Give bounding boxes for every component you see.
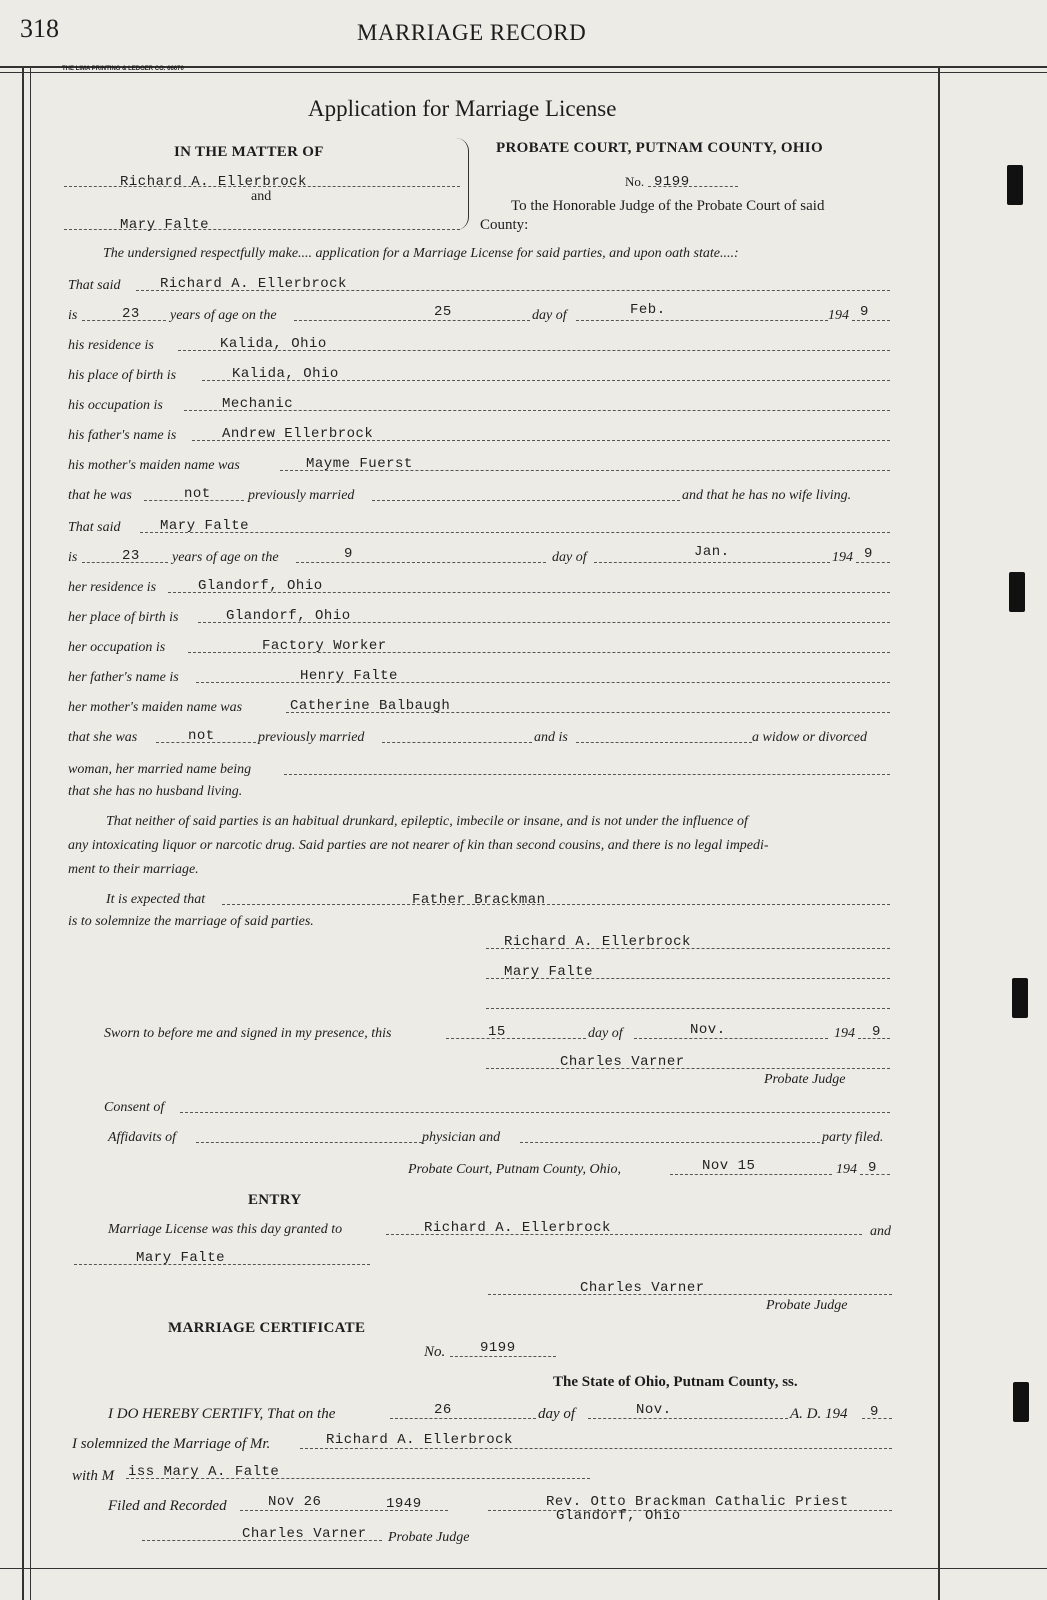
- sworn-year-suffix: 9: [872, 1024, 881, 1040]
- signature-bride: Mary Falte: [504, 964, 594, 980]
- declaration-line-3: ment to their marriage.: [68, 862, 199, 877]
- declaration-line-1: That neither of said parties is an habitual drunkard, epileptic, imbecile or insane, and is not under the influence of: [106, 814, 748, 829]
- field-line: [856, 562, 890, 563]
- certificate-filed-year: 1949: [386, 1496, 422, 1512]
- sworn-judge-title: Probate Judge: [764, 1072, 846, 1087]
- binder-tab: [1013, 1382, 1029, 1422]
- bride-mother: Catherine Balbaugh: [290, 698, 451, 714]
- bride-father-label: her father's name is: [68, 670, 179, 685]
- field-line: [634, 1038, 828, 1039]
- bride-age: 23: [122, 548, 140, 564]
- field-line: [300, 1448, 892, 1449]
- bride-married: not: [188, 728, 215, 744]
- certificate-filed-label: Filed and Recorded: [108, 1498, 227, 1514]
- bride-day: 9: [344, 546, 353, 562]
- certificate-no-label: No.: [424, 1344, 446, 1360]
- signature-line: [486, 1068, 890, 1069]
- matter-bride: Mary Falte: [120, 217, 210, 233]
- bride-mother-label: her mother's maiden name was: [68, 700, 243, 715]
- entry-heading: ENTRY: [248, 1192, 302, 1208]
- field-line: [588, 1418, 788, 1419]
- groom-married: not: [184, 486, 211, 502]
- form-title: Application for Marriage License: [308, 96, 617, 121]
- top-border-inner: [0, 72, 1047, 73]
- certificate-with-label: with M: [72, 1468, 115, 1484]
- field-line: [450, 1356, 556, 1357]
- signature-groom: Richard A. Ellerbrock: [504, 934, 691, 950]
- groom-day: 25: [434, 304, 452, 320]
- entry-judge-title: Probate Judge: [766, 1298, 848, 1313]
- court-county: County:: [480, 217, 529, 233]
- groom-residence: Kalida, Ohio: [220, 336, 327, 352]
- bride-that-said: That said: [68, 520, 121, 535]
- matter-groom: Richard A. Ellerbrock: [120, 174, 307, 190]
- field-line: [520, 1142, 820, 1143]
- court-number: 9199: [654, 174, 690, 190]
- groom-age: 23: [122, 306, 140, 322]
- certificate-number: 9199: [480, 1340, 516, 1356]
- bride-month: Jan.: [694, 544, 730, 560]
- groom-day-of: day of: [532, 308, 567, 323]
- sworn-judge: Charles Varner: [560, 1054, 685, 1070]
- groom-no-wife: and that he has no wife living.: [682, 488, 852, 503]
- certificate-day: 26: [434, 1402, 452, 1418]
- bride-is: is: [68, 550, 78, 565]
- form-right-rule: [938, 66, 940, 1600]
- intro-text: The undersigned respectfully make.... application for a Marriage License for said parties, and upon oath state....:: [103, 246, 739, 261]
- groom-married-label: that he was: [68, 488, 132, 503]
- printer-mark: THE LIMA PRINTING & LEDGER CO. 66670: [62, 66, 184, 72]
- bride-year-prefix: 194: [832, 550, 853, 565]
- brace: [456, 138, 469, 230]
- bride-widow: a widow or divorced: [752, 730, 867, 745]
- groom-occupation: Mechanic: [222, 396, 294, 412]
- solemnize-suffix: is to solemnize the marriage of said parties.: [68, 914, 314, 929]
- bottom-border: [0, 1568, 1047, 1569]
- groom-is: is: [68, 308, 78, 323]
- certificate-judge: Charles Varner: [242, 1526, 367, 1542]
- groom-father-label: his father's name is: [68, 428, 177, 443]
- certificate-month: Nov.: [636, 1402, 672, 1418]
- groom-month: Feb.: [630, 302, 666, 318]
- groom-mother-label: his mother's maiden name was: [68, 458, 240, 473]
- solemnize-officiant: Father Brackman: [412, 892, 546, 908]
- field-line: [296, 562, 546, 563]
- field-line: [222, 904, 890, 905]
- certificate-year-suffix: 9: [870, 1404, 879, 1420]
- bride-father: Henry Falte: [300, 668, 398, 684]
- groom-age-label: years of age on the: [170, 308, 277, 323]
- court-date-year-prefix: 194: [836, 1162, 857, 1177]
- groom-mother: Mayme Fuerst: [306, 456, 413, 472]
- entry-bride: Mary Falte: [136, 1250, 226, 1266]
- bride-birth-label: her place of birth is: [68, 610, 179, 625]
- sworn-day: 15: [488, 1024, 506, 1040]
- matter-heading: IN THE MATTER OF: [174, 144, 324, 160]
- bride-married-name-label: woman, her married name being: [68, 762, 252, 777]
- field-line: [670, 1174, 832, 1175]
- court-heading: PROBATE COURT, PUTNAM COUNTY, OHIO: [496, 140, 823, 156]
- binder-tab: [1009, 572, 1025, 612]
- bride-married-label: that she was: [68, 730, 138, 745]
- left-margin-rule: [22, 66, 24, 1600]
- groom-residence-label: his residence is: [68, 338, 154, 353]
- entry-and: and: [870, 1224, 891, 1239]
- entry-groom: Richard A. Ellerbrock: [424, 1220, 611, 1236]
- field-line: [594, 562, 830, 563]
- groom-father: Andrew Ellerbrock: [222, 426, 374, 442]
- binder-tab: [1012, 978, 1028, 1018]
- affidavits-party: party filed.: [822, 1130, 884, 1145]
- entry-label: Marriage License was this day granted to: [108, 1222, 343, 1237]
- certificate-day-of: day of: [538, 1406, 576, 1422]
- solemnize-label: It is expected that: [106, 892, 206, 907]
- field-line: [390, 1418, 536, 1419]
- certificate-certify-label: I DO HEREBY CERTIFY, That on the: [108, 1406, 336, 1422]
- certificate-priest: Rev. Otto Brackman Cathalic Priest: [546, 1494, 849, 1510]
- field-line: [180, 1112, 890, 1113]
- certificate-filed-date: Nov 26: [268, 1494, 322, 1510]
- groom-that-said: That said: [68, 278, 121, 293]
- certificate-groom: Richard A. Ellerbrock: [326, 1432, 513, 1448]
- bride-occupation: Factory Worker: [262, 638, 387, 654]
- sworn-day-of: day of: [588, 1026, 623, 1041]
- sworn-year-prefix: 194: [834, 1026, 855, 1041]
- groom-birth: Kalida, Ohio: [232, 366, 339, 382]
- certificate-ad: A. D. 194: [790, 1406, 848, 1422]
- field-line: [852, 320, 890, 321]
- bride-day-of: day of: [552, 550, 587, 565]
- binder-tab: [1007, 165, 1023, 205]
- bride-occupation-label: her occupation is: [68, 640, 166, 655]
- field-line: [576, 320, 828, 321]
- court-date-label: Probate Court, Putnam County, Ohio,: [408, 1162, 621, 1177]
- bride-age-label: years of age on the: [172, 550, 279, 565]
- certificate-heading: MARRIAGE CERTIFICATE: [168, 1320, 366, 1336]
- groom-birth-label: his place of birth is: [68, 368, 177, 383]
- matter-and: and: [251, 189, 272, 204]
- bride-married-suffix: previously married: [258, 730, 365, 745]
- field-line: [446, 1038, 586, 1039]
- bride-and-is: and is: [534, 730, 568, 745]
- page-number: 318: [20, 14, 59, 43]
- entry-judge: Charles Varner: [580, 1280, 705, 1296]
- bride-residence: Glandorf, Ohio: [198, 578, 323, 594]
- field-line: [196, 1142, 422, 1143]
- header-title: MARRIAGE RECORD: [357, 20, 587, 45]
- court-no-label: No.: [625, 174, 645, 189]
- groom-year-suffix: 9: [860, 304, 869, 320]
- signature-line: [488, 1510, 892, 1511]
- affidavits-label: Affidavits of: [108, 1130, 177, 1145]
- groom-name: Richard A. Ellerbrock: [160, 276, 347, 292]
- sworn-label: Sworn to before me and signed in my presence, this: [104, 1026, 392, 1041]
- bride-residence-label: her residence is: [68, 580, 157, 595]
- certificate-bride: iss Mary A. Falte: [128, 1464, 280, 1480]
- groom-married-suffix: previously married: [248, 488, 355, 503]
- field-line: [372, 500, 680, 501]
- bride-year-suffix: 9: [864, 546, 873, 562]
- certificate-state: The State of Ohio, Putnam County, ss.: [553, 1374, 798, 1390]
- field-line: [284, 774, 890, 775]
- groom-year-prefix: 194: [828, 308, 849, 323]
- groom-occupation-label: his occupation is: [68, 398, 163, 413]
- certificate-judge-title: Probate Judge: [388, 1530, 470, 1545]
- court-date: Nov 15: [702, 1158, 756, 1174]
- certificate-solemnized-label: I solemnized the Marriage of Mr.: [72, 1436, 271, 1452]
- sworn-month: Nov.: [690, 1022, 726, 1038]
- bride-no-husband: that she has no husband living.: [68, 784, 243, 799]
- court-date-year-suffix: 9: [868, 1160, 877, 1176]
- signature-line: [486, 1008, 890, 1009]
- bride-birth: Glandorf, Ohio: [226, 608, 351, 624]
- field-line: [140, 532, 890, 533]
- court-address: To the Honorable Judge of the Probate Court of said: [511, 198, 825, 214]
- certificate-priest-place: Glandorf, Ohio: [556, 1508, 681, 1524]
- consent-label: Consent of: [104, 1100, 165, 1115]
- field-line: [576, 742, 752, 743]
- affidavits-physician: physician and: [422, 1130, 501, 1145]
- field-line: [382, 742, 532, 743]
- form-left-rule: [30, 66, 31, 1600]
- declaration-line-2: any intoxicating liquor or narcotic drug. Said parties are not nearer of kin than second cousins, and there is no legal impedi-: [68, 838, 769, 853]
- bride-name: Mary Falte: [160, 518, 250, 534]
- field-line: [294, 320, 530, 321]
